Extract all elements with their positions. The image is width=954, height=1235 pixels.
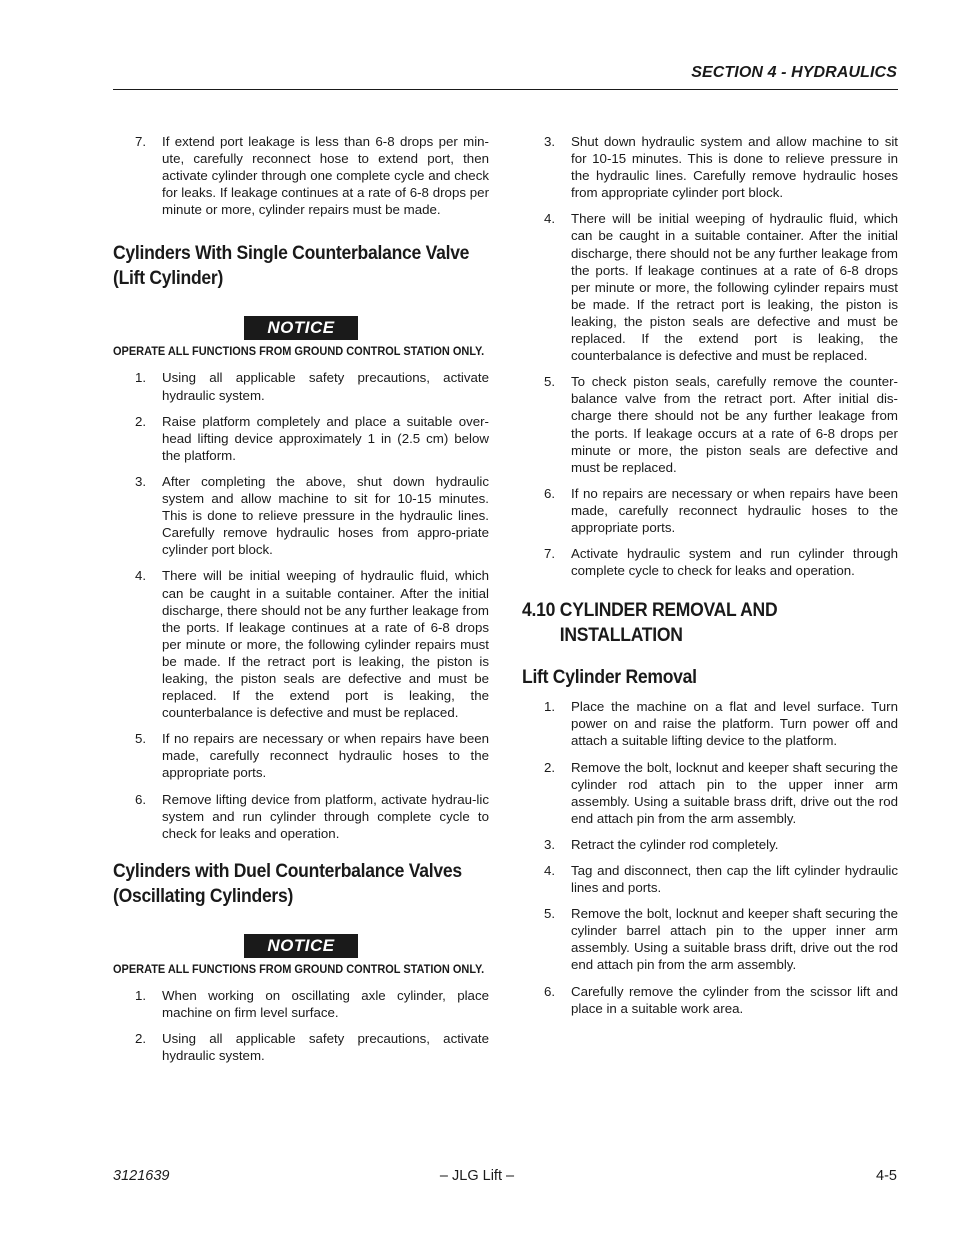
notice-text: OPERATE ALL FUNCTIONS FROM GROUND CONTROL STATION ONLY.: [113, 961, 485, 976]
lift-cylinder-removal-heading: Lift Cylinder Removal: [522, 666, 697, 689]
item-text: Using all applicable safety precautions, activate hydraulic system.: [162, 1031, 489, 1064]
footer-doc-number: 3121639: [113, 1168, 170, 1184]
list-item: [113, 133, 489, 218]
notice-text: OPERATE ALL FUNCTIONS FROM GROUND CONTROL STATION ONLY.: [113, 344, 485, 359]
section-number: 4.10: [522, 599, 556, 622]
item-text: Retract the cylinder rod completely.: [571, 836, 779, 852]
item-number: 2.: [135, 1031, 147, 1046]
list-item: [522, 698, 898, 749]
list-item: [522, 545, 898, 579]
heading-line: Cylinders with Duel Counterbalance Valves: [113, 859, 462, 882]
item-text: Carefully remove the cylinder from the scissor lift and place in a suitable work area.: [571, 983, 898, 1016]
section-title-line: CYLINDER REMOVAL AND: [559, 599, 778, 622]
item-number: 5.: [544, 906, 556, 922]
left-column: [113, 133, 489, 1073]
heading-line: (Lift Cylinder): [113, 267, 224, 290]
item-number: 4.: [544, 211, 556, 227]
single-valve-steps: [113, 369, 489, 841]
list-item: [113, 791, 489, 842]
item-number: 1.: [544, 699, 556, 715]
item-number: 4.: [544, 863, 556, 878]
notice-box: [113, 934, 489, 958]
item-number: 1.: [135, 370, 147, 386]
list-item: [113, 730, 489, 781]
item-number: 7.: [135, 134, 147, 149]
list-item: [113, 1030, 489, 1064]
item-number: 6.: [544, 983, 556, 999]
item-number: 6.: [135, 791, 147, 807]
list-item: [522, 485, 898, 536]
section-header-title: SECTION 4 - HYDRAULICS: [691, 64, 897, 81]
item-text: If extend port leakage is less than 6-8 drops per min-ute, carefully reconnect hose to extend port, then activate cylinder through one complete cycle and check for leaks. If leakage continues at a rate of 6-8 drops per minute or more, cylinder repairs must be made.: [162, 134, 489, 218]
item-text: There will be initial weeping of hydraulic fluid, which can be caught in a suitable container. After the initial discharge, there should not be any further leakage from the ports. If leakage continues at a rate of 6-8 drops per minute or more, the following cylinder repairs must be made. If the retract port is leaking, the piston is leaking, the piston seals are defective and must be replaced. If the extend port is leaking, the counterbalance is defective and must be replaced.: [162, 568, 489, 721]
footer-center-text: – JLG Lift –: [439, 1168, 515, 1184]
item-text: To check piston seals, carefully remove the counter-balance valve from the retract port. After initial dis-charge there should not be any further leakage from the ports. If leakage occurs at a rate of 6-8 drops per minute or more, the piston seals are defective and must be replaced.: [571, 374, 898, 475]
list-item: [113, 369, 489, 403]
item-number: 4.: [135, 568, 147, 584]
list-item: [113, 987, 489, 1021]
section-title-line: INSTALLATION: [559, 624, 683, 647]
dual-valve-steps-continued: [522, 133, 898, 579]
lift-removal-steps: [522, 698, 898, 1017]
item-text: Remove the bolt, locknut and keeper shaft securing the cylinder barrel attach pin to the upper inner arm assembly. Using a suitable brass drift, drive out the rod end attach pin from the arm assembly.: [571, 906, 898, 973]
item-number: 1.: [135, 987, 147, 1003]
list-item: [113, 567, 489, 721]
heading-single-counterbalance: [113, 241, 470, 291]
list-item: [522, 210, 898, 364]
list-item: [522, 862, 898, 896]
item-text: There will be initial weeping of hydraulic fluid, which can be caught in a suitable container. After the initial discharge, there should not be any further leakage from the ports. If leakage continues at a rate of 6-8 drops per minute or more, the following cylinder repairs must be made. If the retract port is leaking, the piston is leaking, the piston seals are defective and must be replaced. If the extend port is leaking, the counterbalance is defective and must be replaced.: [571, 211, 898, 364]
notice-label: NOTICE: [244, 934, 358, 958]
list-item: [522, 836, 898, 853]
item-text: Tag and disconnect, then cap the lift cylinder hydraulic lines and ports.: [571, 863, 898, 896]
item-text: Raise platform completely and place a suitable over-head lifting device approximately 1 in (2.5 cm) below the platform.: [162, 413, 489, 463]
item-number: 5.: [135, 731, 147, 747]
notice-box: [113, 316, 489, 340]
item-text: After completing the above, shut down hydraulic system and allow machine to sit for 10-15 minutes. This is done to relieve pressure in the hydraulic lines. Carefully remove hydraulic hoses from appro-priate cylinder port block.: [162, 473, 489, 558]
header-divider: [113, 89, 898, 90]
list-item: [522, 983, 898, 1017]
heading-line: Cylinders With Single Counterbalance Valve: [113, 242, 470, 265]
item-text: Remove lifting device from platform, activate hydrau-lic system and run cylinder through complete cycle to check for leaks and operation.: [162, 791, 489, 841]
heading-dual-counterbalance: [113, 859, 462, 909]
heading-line: (Oscillating Cylinders): [113, 884, 294, 907]
dual-valve-steps: [113, 987, 489, 1064]
list-item: [113, 413, 489, 464]
section-heading: [522, 598, 898, 648]
item-text: If no repairs are necessary or when repairs have been made, carefully reconnect hydraulic hoses to the appropriate ports.: [162, 731, 489, 781]
item-text: Using all applicable safety precautions, activate hydraulic system.: [162, 370, 489, 403]
list-item: [522, 133, 898, 201]
item-number: 5.: [544, 374, 556, 390]
item-text: Place the machine on a flat and level surface. Turn power on and raise the platform. Turn power off and attach a suitable lifting device to the platform.: [571, 699, 898, 749]
list-item: [522, 905, 898, 973]
item-text: When working on oscillating axle cylinder, place machine on firm level surface.: [162, 987, 489, 1020]
list-item: [522, 373, 898, 476]
list-item: [522, 759, 898, 827]
item-number: 7.: [544, 546, 556, 562]
item-number: 3.: [544, 836, 556, 852]
item-number: 3.: [544, 134, 556, 149]
notice-label: NOTICE: [244, 316, 358, 340]
item-text: Activate hydraulic system and run cylinder through complete cycle to check for leaks and operation.: [571, 546, 898, 579]
footer-page-number: 4-5: [876, 1168, 897, 1184]
item-number: 2.: [544, 759, 556, 775]
right-column: [522, 133, 898, 1026]
item-text: If no repairs are necessary or when repairs have been made, carefully reconnect hydraulic hoses to the appropriate ports.: [571, 485, 898, 535]
item-number: 3.: [135, 473, 147, 489]
item-number: 6.: [544, 485, 556, 501]
item-number: 2.: [135, 413, 147, 429]
item-text: Shut down hydraulic system and allow machine to sit for 10-15 minutes. This is done to relieve pressure in the hydraulic lines. Carefully remove hydraulic hoses from appropriate cylinder port block.: [571, 134, 898, 201]
item-text: Remove the bolt, locknut and keeper shaft securing the cylinder rod attach pin to the upper inner arm assembly. Using a suitable brass drift, drive out the rod end attach pin from the arm assembly.: [571, 759, 898, 826]
list-item: [113, 473, 489, 558]
